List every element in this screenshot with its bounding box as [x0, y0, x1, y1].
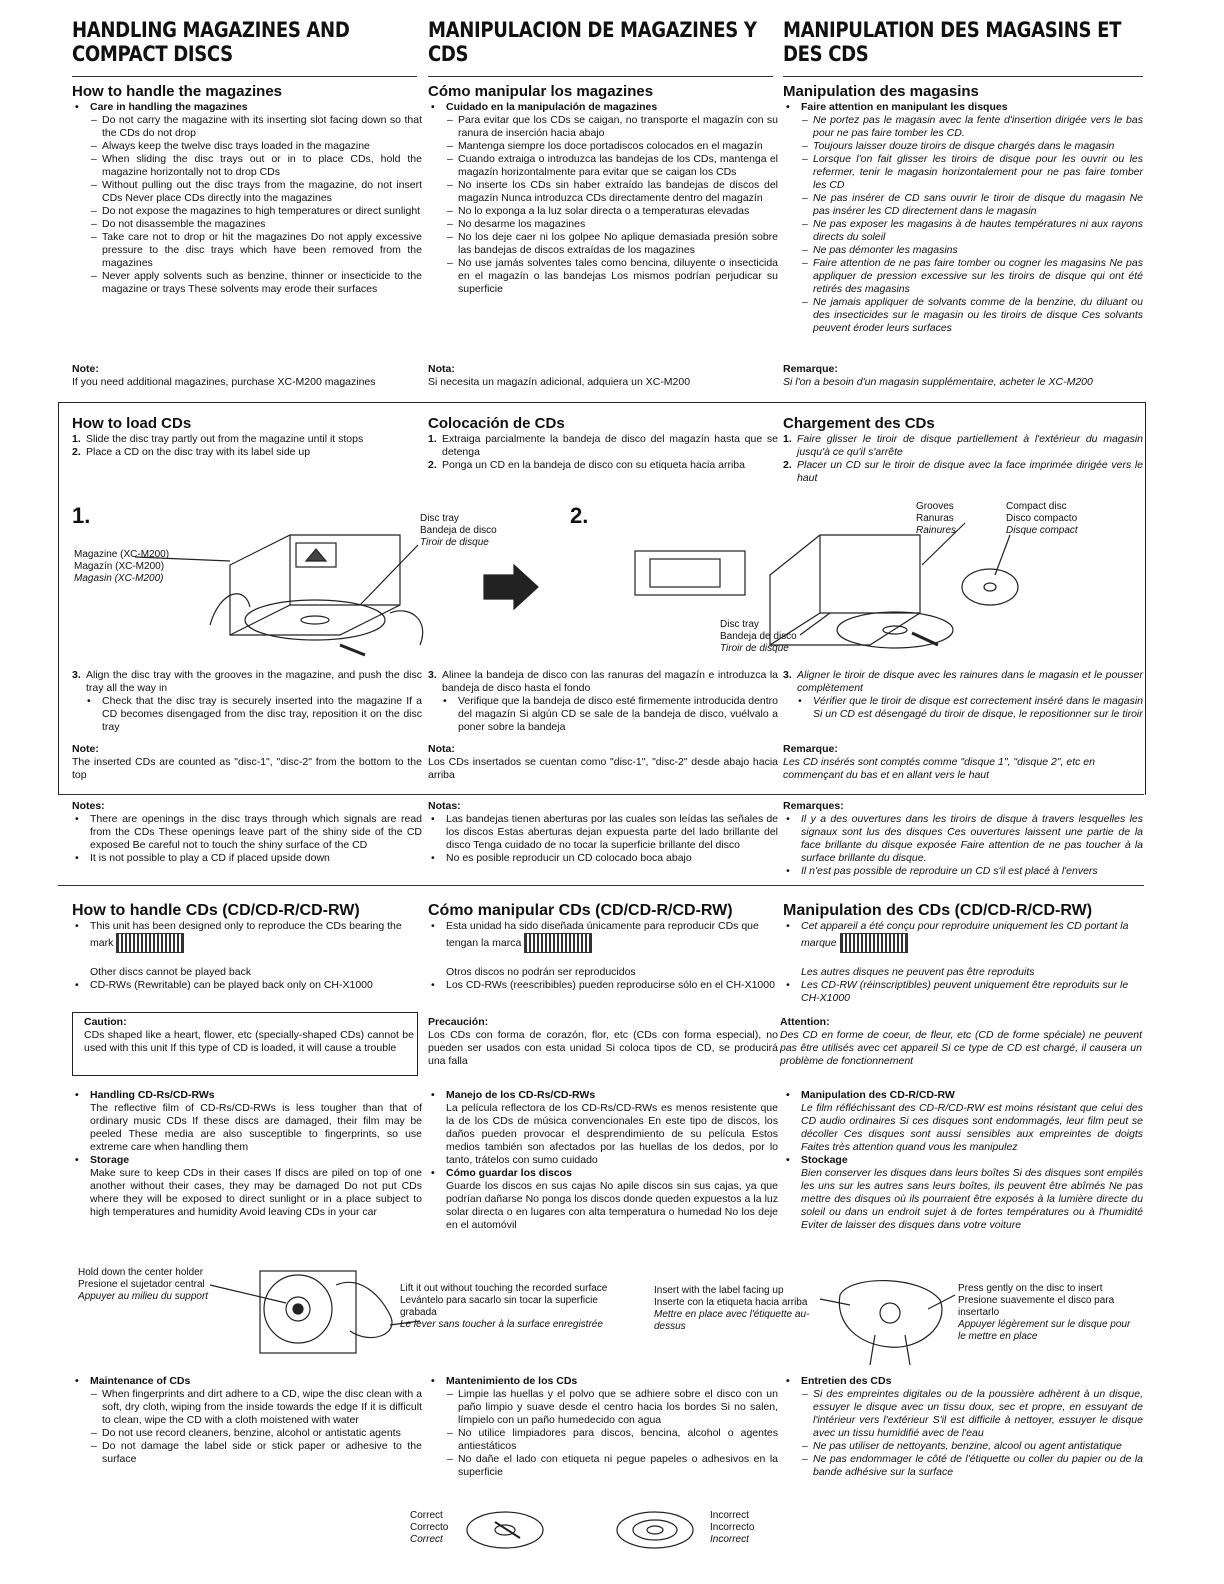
sub-heading: • Cómo guardar los discos	[428, 1167, 778, 1180]
paragraph: Guarde los discos en sus cajas No apile discos sin sus cajas, ya que podrían dañarse No ponga los discos donde queden expuestos a la luz solar directa o en lugares con alta temperatura o humedad No los deje en el automóvil	[446, 1180, 778, 1231]
note-label: Remarque:	[783, 743, 838, 755]
sub-heading: • Mantenimiento de los CDs	[428, 1375, 778, 1388]
list-item: – When sliding the disc trays out or in to place CDs, hold the magazine horizontally not to drop CDs	[84, 153, 422, 179]
paragraph: The reflective film of CD-Rs/CD-RWs is less tougher than that of ordinary music CDs If these discs are damaged, their film may be peeled These media are also susceptible to fingerprints, so use extreme care when handling them	[90, 1102, 422, 1153]
sub-heading: • Entretien des CDs	[783, 1375, 1143, 1388]
handle-magazines-en	[72, 83, 422, 296]
list-item: • Verifique que la bandeja de disco esté firmemente introducida dentro del magazín Si algún CD se sale de la bandeja de disco, vuélvalo a poner sobre la bandeja	[440, 695, 778, 734]
notes-bottom-rule	[58, 885, 1144, 886]
list-item: – Ne portez pas le magasin avec la fente d'insertion dirigée vers le bas pour ne pas faire tomber les CD.	[795, 114, 1143, 140]
note-label: Note:	[72, 743, 99, 755]
disc-logo-icon	[116, 933, 184, 953]
list-item: – No use jamás solventes tales como bencina, diluyente o insecticida en el magazín o las bandejas Los mismos podrían perjudicar su superficie	[440, 257, 778, 296]
list-item: • This unit has been designed only to reproduce the CDs bearing the mark Other discs cannot be played back	[72, 920, 422, 979]
handling-rw-en	[72, 1089, 422, 1219]
label-disc-tray-bottom: Disc tray Bandeja de disco Tiroir de disque	[720, 619, 797, 654]
list-item: – Ne pas endommager le côté de l'étiquette ou coller du papier ou de la bande adhésive sur la surface	[795, 1453, 1143, 1479]
list-item: – Do not carry the magazine with its inserting slot facing down so that the CDs do not drop	[84, 114, 422, 140]
section-heading: Cómo manipular los magazines	[428, 83, 654, 100]
list-item: 2. Place a CD on the disc tray with its label side up	[72, 446, 311, 458]
list-item: 2. Ponga un CD en la bandeja de disco con su etiqueta hacia arriba	[428, 459, 745, 471]
list-item: 1. Faire glisser le tiroir de disque partiellement à l'extérieur du magasin jusqu'à ce qu'il s'arrête	[783, 433, 1143, 458]
list-item: – Ne pas exposer les magasins à de hautes températures ni aux rayons directs du soleil	[795, 218, 1143, 244]
disc-handling-figure	[60, 1265, 1150, 1365]
label-lift-out: Lift it out without touching the recorded surface Levántelo para sacarlo sin tocar la superficie grabada Le lever sans toucher à la surface enregistrée	[400, 1283, 608, 1330]
note-text: Los CDs insertados se cuentan como "disc-1", "disc-2" desde abajo hacia arriba	[428, 756, 778, 781]
note-label: Remarque:	[783, 363, 838, 375]
step3-es	[428, 669, 778, 734]
list-item: – When fingerprints and dirt adhere to a CD, wipe the disc clean with a soft, dry cloth, wiping from the inside towards the edge If it is difficult to clean, wipe the CD with a cloth moistened with water	[84, 1388, 422, 1427]
note-label: Notes:	[72, 800, 105, 812]
sub-heading: • Handling CD-Rs/CD-RWs	[72, 1089, 422, 1102]
load-note-es	[428, 743, 778, 782]
list-item: – Faire attention de ne pas faire tomber ou cogner les magasins Ne pas appliquer de pression excessive sur les tiroirs de disque qui ont été retirés des magasins	[795, 257, 1143, 296]
paragraph: Make sure to keep CDs in their cases If discs are piled on top of one another without their cases, they may be damaged Do not put CDs where they will be exposed to direct sunlight or in a place subject to high temperatures and humidity Avoid leaving CDs in your car	[90, 1167, 422, 1218]
note-text: If you need additional magazines, purchase XC-M200 magazines	[72, 376, 376, 388]
section-heading: Manipulation des CDs (CD/CD-R/CD-RW)	[783, 902, 1093, 919]
disc-logo-icon	[840, 933, 908, 953]
load-cds-en	[72, 415, 422, 459]
note-label: Note:	[72, 363, 99, 375]
maintenance-es	[428, 1375, 778, 1479]
sub-heading: • Stockage	[783, 1154, 1143, 1167]
list-item: • Check that the disc tray is securely inserted into the magazine If a CD becomes disengaged from the disc tray, reposition it on the disc tray	[84, 695, 422, 734]
label-insert-label-up: Insert with the label facing up Inserte con la etiqueta hacia arriba Mettre en place avec l'étiquette au-dessus	[654, 1285, 810, 1332]
note-text: Si necesita un magazín adicional, adquiera un XC-M200	[428, 376, 691, 388]
sub-heading: • Storage	[72, 1154, 422, 1167]
label-compact-disc: Compact disc Disco compacto Disque compact	[1006, 501, 1078, 536]
handle-cds-fr	[783, 902, 1143, 1005]
caution-label: Caution:	[84, 1016, 127, 1028]
title-rule-en	[72, 76, 417, 77]
caution-label: Precaución:	[428, 1016, 489, 1028]
wipe-discs-illustration	[400, 1508, 780, 1558]
list-item: • Vérifier que le tiroir de disque est correctement inséré dans le magasin Si un CD est désengagé du tiroir de disque, le repositionner sur le tiroir	[795, 695, 1143, 721]
sub-heading: • Maintenance of CDs	[72, 1375, 422, 1388]
list-item: • There are openings in the disc trays through which signals are read from the CDs These openings leave part of the shiny side of the CD exposed Be careful not to touch the shiny surface of the CD	[72, 813, 422, 852]
list-item: – Do not expose the magazines to high temperatures or direct sunlight	[84, 205, 422, 218]
title-rule-es	[428, 76, 773, 77]
handle-magazines-fr	[783, 83, 1143, 335]
step-1-number: 1.	[72, 503, 91, 528]
title-fr: MANIPULATION DES MAGASINS ET DES CDS	[783, 18, 1122, 66]
note-label: Remarques:	[783, 800, 844, 812]
note-label: Notas:	[428, 800, 461, 812]
load-note-fr	[783, 743, 1143, 782]
section-heading: Manipulation des magasins	[783, 83, 979, 100]
note-label: Nota:	[428, 363, 455, 375]
list-item: • Esta unidad ha sido diseñada únicamente para reproducir CDs que tengan la marca Otros discos no podrán ser reproducidos	[428, 920, 778, 979]
caution-en	[84, 1016, 414, 1055]
list-item: • Les CD-RW (réinscriptibles) peuvent uniquement être reproduits sur le CH-X1000	[783, 979, 1143, 1005]
paragraph: La película reflectora de los CD-Rs/CD-RWs es menos resistente que la de los CDs de música convencionales En este tipo de discos, los daños pueden provocar el desprendimiento de su película Estos medios también son afectados por las huellas de los dedos, por lo tanto, trátelos con sumo cuidado	[446, 1102, 778, 1166]
sub-heading: • Cuidado en la manipulación de magazines	[428, 101, 778, 114]
note-text: Les CD insérés sont comptés comme "disque 1", "disque 2", etc en commençant du bas et en allant vers le haut	[783, 756, 1095, 781]
list-item: – Para evitar que los CDs se caigan, no transporte el magazín con su ranura de inserción hacia abajo	[440, 114, 778, 140]
handle-cds-en	[72, 902, 422, 992]
notes-openings-en	[72, 800, 422, 865]
section-heading: Chargement des CDs	[783, 415, 935, 432]
list-item: – No inserte los CDs sin haber extraído las bandejas de discos del magazín Nunca introduzca CDs directamente dentro del magazín	[440, 179, 778, 205]
list-item: – No desarme los magazines	[440, 218, 778, 231]
caution-label: Attention:	[780, 1016, 830, 1028]
section-heading: Colocación de CDs	[428, 415, 565, 432]
load-cd-figure	[60, 495, 1140, 665]
list-item: – Ne jamais appliquer de solvants comme de la benzine, du diluant ou des insecticides sur le magasin ou les tiroirs de disque Ces solvants peuvent éroder leurs surfaces	[795, 296, 1143, 335]
section-heading: How to handle the magazines	[72, 83, 283, 100]
step3-fr	[783, 669, 1143, 721]
magazine-note-fr	[783, 363, 1143, 389]
note-text: Si l'on a besoin d'un magasin supplémentaire, acheter le XC-M200	[783, 376, 1093, 388]
handling-rw-fr	[783, 1089, 1143, 1232]
section-heading: How to handle CDs (CD/CD-R/CD-RW)	[72, 902, 360, 919]
list-item: 3. Aligner le tiroir de disque avec les rainures dans le magasin et le pousser complètement	[783, 669, 1143, 694]
list-item: 2. Placer un CD sur le tiroir de disque avec la face imprimée dirigée vers le haut	[783, 459, 1143, 484]
list-item: – Limpie las huellas y el polvo que se adhiere sobre el disco con un paño limpio y suave desde el centro hacia los bordes Si no salen, límpielo con un paño humedecido con agua	[440, 1388, 778, 1427]
list-item: 1. Slide the disc tray partly out from the magazine until it stops	[72, 433, 364, 445]
maintenance-en	[72, 1375, 422, 1466]
handle-magazines-es	[428, 83, 778, 296]
list-item: – Lorsque l'on fait glisser les tiroirs de disque pour les ouvrir ou les refermer, tenir le magasin horizontalement pour ne pas faire tomber les CD	[795, 153, 1143, 192]
handling-rw-es	[428, 1089, 778, 1232]
list-item: – Take care not to drop or hit the magazines Do not apply excessive pressure to the disc trays which have been removed from the magazines	[84, 231, 422, 270]
list-item: – Ne pas utiliser de nettoyants, benzine, alcool ou agent antistatique	[795, 1440, 1143, 1453]
load-note-en	[72, 743, 422, 782]
caution-text: CDs shaped like a heart, flower, etc (specially-shaped CDs) cannot be used with this unit If this type of CD is loaded, it will cause a trouble	[84, 1029, 414, 1054]
list-item: • Las bandejas tienen aberturas por las cuales son leídas las señales de los discos Estas aberturas dejan expuesta parte del lado brillante del disco Tenga cuidado de no tocar la superficie brillante del disco	[428, 813, 778, 852]
label-hold-center: Hold down the center holder Presione el sujetador central Appuyer au milieu du support	[78, 1267, 209, 1302]
load-box-bottom-rule	[58, 794, 1144, 795]
magazine-note-en	[72, 363, 422, 389]
label-magazine: Magazine (XC-M200) Magazín (XC-M200) Magasin (XC-M200)	[74, 549, 170, 584]
handle-cds-es	[428, 902, 778, 992]
label-correct: Correct Correcto Correct	[410, 1510, 449, 1545]
notes-openings-fr	[783, 800, 1143, 878]
list-item: – Do not disassemble the magazines	[84, 218, 422, 231]
sub-heading: • Care in handling the magazines	[72, 101, 422, 114]
section-heading: Cómo manipular CDs (CD/CD-R/CD-RW)	[428, 902, 733, 919]
label-disc-tray-top: Disc tray Bandeja de disco Tiroir de disque	[420, 513, 497, 548]
title-rule-fr	[783, 76, 1143, 77]
list-item: – Si des empreintes digitales ou de la poussière adhèrent à un disque, essuyer le disque avec un tissu doux, sec et propre, en essuyant de l'intérieur vers l'extérieur S'il est difficile à nettoyer, essuyer le disque avec un tissu humidifié avec de l'eau	[795, 1388, 1143, 1440]
list-item: – No lo exponga a la luz solar directa o a temperaturas elevadas	[440, 205, 778, 218]
caution-text: Des CD en forme de coeur, de fleur, etc (CD de forme spéciale) ne peuvent pas être utilisés avec cet appareil Si ce type de CD est chargé, il causera un problème de fonctionnement	[780, 1029, 1142, 1067]
step-2-number: 2.	[570, 503, 589, 528]
notes-openings-es	[428, 800, 778, 865]
sub-heading: • Faire attention en manipulant les disques	[783, 101, 1143, 114]
title-es: MANIPULACION DE MAGAZINES Y CDS	[428, 18, 757, 66]
list-item: • No es posible reproducir un CD colocado boca abajo	[428, 852, 778, 865]
list-item: • It is not possible to play a CD if placed upside down	[72, 852, 422, 865]
list-item: – Cuando extraiga o introduzca las bandejas de los CDs, mantenga el magazín horizontalmente para evitar que se caigan los CDs	[440, 153, 778, 179]
maintenance-fr	[783, 1375, 1143, 1479]
list-item: • Il y a des ouvertures dans les tiroirs de disque à travers lesquelles les signaux sont lus des disques Ces ouvertures laissent une partie de la face brillante du disque exposée Faire attention de ne pas toucher à la surface brillante du disque.	[783, 813, 1143, 865]
list-item: • CD-RWs (Rewritable) can be played back only on CH-X1000	[72, 979, 422, 992]
disc-case-illustrations	[60, 1265, 1150, 1365]
caution-es	[428, 1016, 778, 1068]
load-cds-fr	[783, 415, 1143, 485]
label-incorrect: Incorrect Incorrecto Incorrect	[710, 1510, 755, 1545]
list-item: – Toujours laisser douze tiroirs de disque chargés dans le magasin	[795, 140, 1143, 153]
label-press-gently: Press gently on the disc to insert Presione suavemente el disco para insertarlo Appuyer légèrement sur le disque pour le mettre en place	[958, 1283, 1131, 1342]
list-item: 1. Extraiga parcialmente la bandeja de disco del magazín hasta que se detenga	[428, 433, 778, 458]
load-cds-es	[428, 415, 778, 472]
list-item: – Without pulling out the disc trays from the magazine, do not insert CDs Never place CDs directly into the magazines	[84, 179, 422, 205]
list-item: – Ne pas démonter les magasins	[795, 244, 1143, 257]
list-item: • Los CD-RWs (reescribibles) pueden reproducirse sólo en el CH-X1000	[428, 979, 778, 992]
list-item: – Do not use record cleaners, benzine, alcohol or antistatic agents	[84, 1427, 422, 1440]
caution-text: Los CDs con forma de corazón, flor, etc (CDs con forma especial), no pueden ser usados con esta unidad Si coloca tipos de CD, se producirá una falla	[428, 1029, 778, 1067]
disc-logo-icon	[524, 933, 592, 953]
list-item: – No utilice limpiadores para discos, bencina, alcohol o agentes antiestáticos	[440, 1427, 778, 1453]
sub-heading: • Manejo de los CD-Rs/CD-RWs	[428, 1089, 778, 1102]
list-item: – Mantenga siempre los doce portadiscos colocados en el magazín	[440, 140, 778, 153]
magazine-illustration	[60, 495, 1140, 665]
wipe-direction-figure	[400, 1508, 780, 1558]
list-item: 3. Align the disc tray with the grooves in the magazine, and push the disc tray all the way in	[72, 669, 422, 694]
title-en: HANDLING MAGAZINES AND COMPACT DISCS	[72, 18, 350, 66]
label-grooves: Grooves Ranuras Rainures	[916, 501, 957, 536]
list-item: – No los deje caer ni los golpee No aplique demasiada presión sobre las bandejas de discos extraídas de los magazines	[440, 231, 778, 257]
list-item: 3. Alinee la bandeja de disco con las ranuras del magazín e introduzca la bandeja de disco hasta el fondo	[428, 669, 778, 694]
section-heading: How to load CDs	[72, 415, 192, 432]
list-item: – Never apply solvents such as benzine, thinner or insecticide to the magazine or trays These solvents may erode their surfaces	[84, 270, 422, 296]
note-label: Nota:	[428, 743, 455, 755]
sub-heading: • Manipulation des CD-R/CD-RW	[783, 1089, 1143, 1102]
caution-fr	[780, 1016, 1142, 1068]
step3-en	[72, 669, 422, 734]
list-item: – Do not damage the label side or stick paper or adhesive to the surface	[84, 1440, 422, 1466]
list-item: – No dañe el lado con etiqueta ni pegue papeles o adhesivos en la superficie	[440, 1453, 778, 1479]
list-item: • Il n'est pas possible de reproduire un CD s'il est placé à l'envers	[783, 865, 1143, 878]
note-text: The inserted CDs are counted as "disc-1", "disc-2" from the bottom to the top	[72, 756, 422, 781]
paragraph: Bien conserver les disques dans leurs boîtes Si des disques sont empilés les uns sur les autres sans leurs boîtes, ils peuvent être abîmés Ne pas mettre des disques où ils pourraient être exposés à la lumière directe du soleil ou dans un endroit sujet à de fortes températures ou à l'humidité Eviter de laisser des disques dans votre voiture	[801, 1167, 1143, 1231]
list-item: – Always keep the twelve disc trays loaded in the magazine	[84, 140, 422, 153]
list-item: • Cet appareil a été conçu pour reproduire uniquement les CD portant la marque Les autres disques ne peuvent pas être reproduits	[783, 920, 1143, 979]
list-item: – Ne pas insérer de CD sans ouvrir le tiroir de disque du magasin Ne pas insérer les CD directement dans le magasin	[795, 192, 1143, 218]
magazine-note-es	[428, 363, 778, 389]
paragraph: Le film réfléchissant des CD-R/CD-RW est moins résistant que celui des CD audio ordinaires Si ces disques sont endommagés, leur film peut se décoller Ces disques sont aussi sensibles aux empreintes de doigts Faites très attention quand vous les manipulez	[801, 1102, 1143, 1153]
